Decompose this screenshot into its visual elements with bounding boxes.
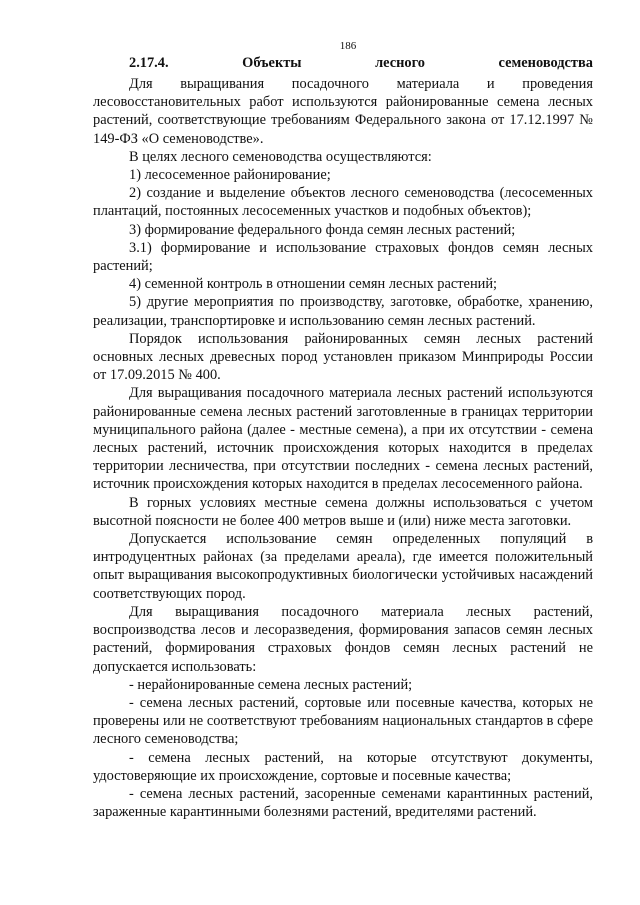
page-number: 186 <box>339 40 357 52</box>
section-title-part1: Объекты лесного <box>242 55 425 71</box>
paragraph: Для выращивания посадочного материала лесных растений, воспроизводства лесов и лесоразведения, формирования запасов семян лесных растений, формирования страховых фондов семян лесных растений не допускается использовать: <box>93 603 593 675</box>
bullet-item: - нерайонированные семена лесных растений; <box>129 676 413 693</box>
paragraph: Порядок использования районированных семян лесных растений основных лесных древесных пород установлен приказом Минприроды России от 17.09.2015 № 400. <box>93 330 593 384</box>
list-item: 5) другие мероприятия по производству, заготовке, обработке, хранению, реализации, транспортировке и использованию семян лесных растений. <box>93 294 593 329</box>
document-body <box>93 75 593 821</box>
section-heading <box>129 54 593 73</box>
paragraph: Для выращивания посадочного материала и проведения лесовосстановительных работ используются районированные семена лесных растений, соответствующие требованиям Федерального закона от 17.12.1997 № 149-ФЗ «О семеноводстве». <box>93 76 593 147</box>
paragraph: В целях лесного семеноводства осуществляются: <box>129 148 432 165</box>
section-title-part2: семеноводства <box>498 55 593 71</box>
document-page <box>93 40 593 821</box>
section-number: 2.17.4. <box>129 55 169 71</box>
paragraph: Допускается использование семян определенных популяций в интродуцентных районах (за пределами ареала), где имеется положительный опыт выращивания высокопродуктивных биологически устойчивых насаждений соответствующих пород. <box>93 531 593 602</box>
paragraph: В горных условиях местные семена должны использоваться с учетом высотной поясности не более 400 метров выше и (или) ниже места заготовки. <box>93 494 593 529</box>
paragraph: Для выращивания посадочного материала лесных растений используются районированные семена лесных растений заготовленные в границах территории муниципального района (далее - местные семена), а при их отсутствии - семена лесных растений, источник происхождения которых находится в пределах территории лесничества, при отсутствии последних - семена лесных растений, источник происхождения которых находится в пределах лесосеменного района. <box>93 385 593 493</box>
list-item: 1) лесосеменное районирование; <box>129 167 331 184</box>
bullet-item: - семена лесных растений, на которые отсутствуют документы, удостоверяющие их происхождение, сортовые и посевные качества; <box>93 749 593 784</box>
list-item: 2) создание и выделение объектов лесного семеноводства (лесосеменных плантаций, постоянных лесосеменных участков и подобных объектов); <box>93 185 593 220</box>
bullet-item: - семена лесных растений, засоренные семенами карантинных растений, зараженные карантинными болезнями растений, вредителями растений. <box>93 785 593 821</box>
list-item: 3.1) формирование и использование страховых фондов семян лесных растений; <box>93 239 593 275</box>
bullet-item: - семена лесных растений, сортовые или посевные качества, которых не проверены или не соответствуют требованиям национальных стандартов в сфере лесного семеноводства; <box>93 694 593 748</box>
list-item: 4) семенной контроль в отношении семян лесных растений; <box>129 276 498 293</box>
list-item: 3) формирование федерального фонда семян лесных растений; <box>129 221 516 238</box>
